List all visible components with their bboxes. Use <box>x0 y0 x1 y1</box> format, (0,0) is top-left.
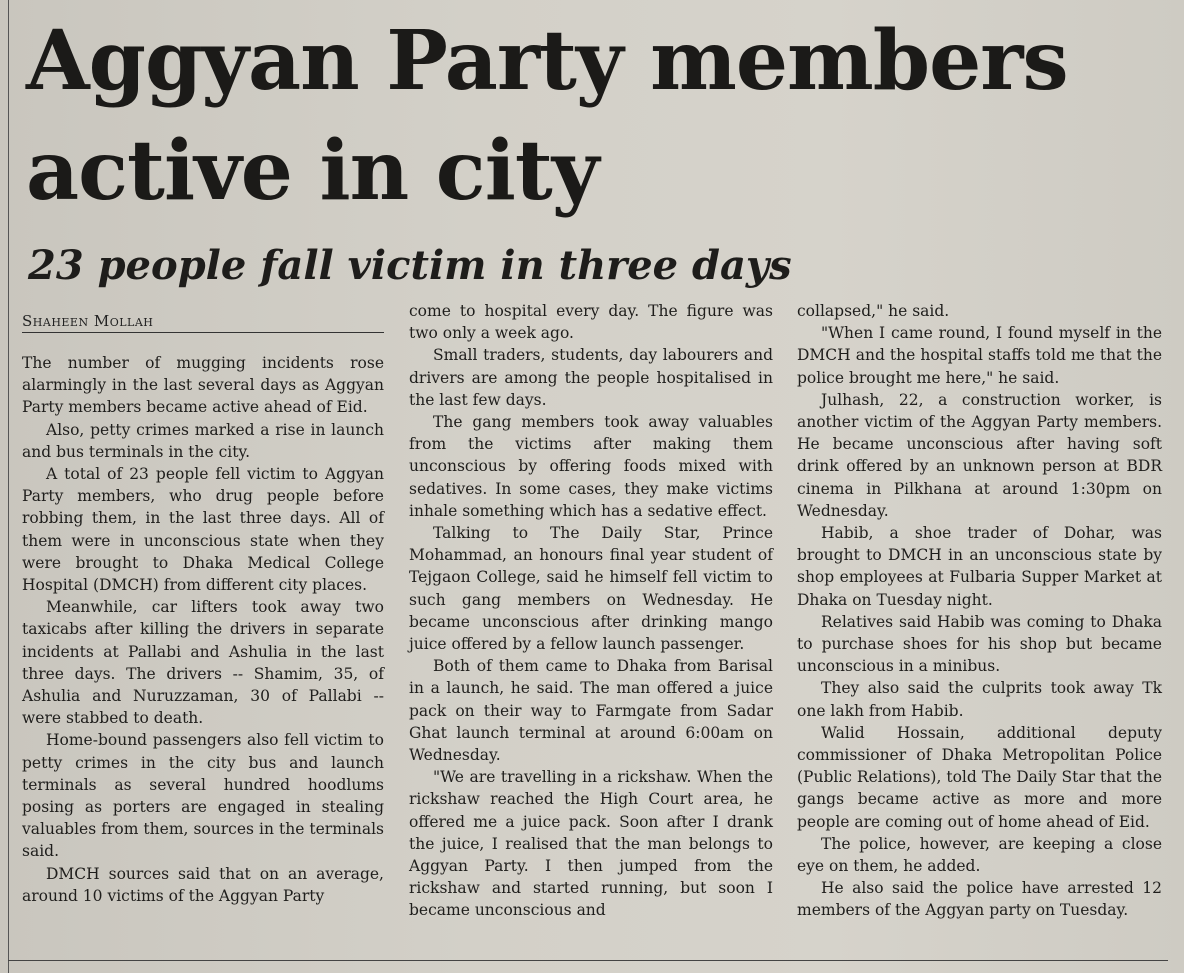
paragraph: A total of 23 people fell victim to Aggyan Party members, who drug people before robbing them, in the last three days. All of them were in unconscious state when they were brought to Dhaka Medical College Hospital (DMCH) from different city places. <box>22 465 384 595</box>
paragraph: Meanwhile, car lifters took away two taxicabs after killing the drivers in separate incidents at Pallabi and Ashulia in the last three days. The drivers -- Shamim, 35, of Ashulia and Nuruzzaman, 30 of Pallabi -- were stabbed to death. <box>22 598 384 728</box>
paragraph: Talking to The Daily Star, Prince Mohammad, an honours final year student of Tejgaon College, said he himself fell victim to such gang members on Wednesday. He became unconscious after drinking mango juice offered by a fellow launch passenger. <box>409 524 773 654</box>
paragraph: He also said the police have arrested 12 members of the Aggyan party on Tuesday. <box>797 879 1162 920</box>
paragraph: Habib, a shoe trader of Dohar, was brought to DMCH in an unconscious state by shop employees at Fulbaria Supper Market at Dhaka on Tuesday night. <box>797 524 1162 609</box>
paragraph: The gang members took away valuables from the victims after making them unconscious by offering foods mixed with sedatives. In some cases, they make victims inhale something which has a sedative effect. <box>409 413 773 520</box>
bottom-rule <box>8 960 1168 961</box>
column-rule-left <box>8 0 9 973</box>
byline: Shaheen Mollah <box>22 312 154 330</box>
paragraph: Both of them came to Dhaka from Barisal in a launch, he said. The man offered a juice pack on their way to Farmgate from Sadar Ghat launch terminal at around 6:00am on Wednesday. <box>409 657 773 765</box>
paragraph: Also, petty crimes marked a rise in launch and bus terminals in the city. <box>22 420 384 461</box>
paragraph: Walid Hossain, additional deputy commissioner of Dhaka Metropolitan Police (Public Relations), told The Daily Star that the gangs became active as more and more people are coming out of home ahead of Eid. <box>797 723 1162 831</box>
paragraph: Julhash, 22, a construction worker, is another victim of the Aggyan Party members. He became unconscious after having soft drink offered by an unknown person at BDR cinema in Pilkhana at around 1:30pm on Wednesday. <box>797 390 1162 520</box>
article-column-3 <box>797 300 1162 922</box>
article-column-1 <box>22 352 384 907</box>
headline: Aggyan Party members active in city <box>26 13 1068 219</box>
byline-rule <box>22 332 384 333</box>
subheadline: 23 people fall victim in three days <box>28 242 792 289</box>
paragraph: Relatives said Habib was coming to Dhaka to purchase shoes for his shop but became unconscious in a minibus. <box>797 612 1162 676</box>
paragraph: The number of mugging incidents rose alarmingly in the last several days as Aggyan Party members became active ahead of Eid. <box>22 354 384 417</box>
paragraph: DMCH sources said that on an average, around 10 victims of the Aggyan Party <box>22 864 384 905</box>
article-column-2 <box>409 300 773 922</box>
paragraph: "We are travelling in a rickshaw. When the rickshaw reached the High Court area, he offered me a juice pack. Soon after I drank the juice, I realised that the man belongs to Aggyan Party. I then jumped from the rickshaw and started running, but soon I became unconscious and <box>409 768 773 920</box>
paragraph: come to hospital every day. The figure was two only a week ago. <box>409 302 773 343</box>
paragraph: Small traders, students, day labourers and drivers are among the people hospitalised in the last few days. <box>409 346 773 409</box>
paragraph: Home-bound passengers also fell victim to petty crimes in the city bus and launch terminals as several hundred hoodlums posing as porters are engaged in stealing valuables from them, sources in the terminals said. <box>22 731 384 861</box>
paragraph: They also said the culprits took away Tk one lakh from Habib. <box>797 679 1162 720</box>
paragraph: The police, however, are keeping a close eye on them, he added. <box>797 834 1162 876</box>
paragraph: "When I came round, I found myself in the DMCH and the hospital staffs told me that the police brought me here," he said. <box>797 324 1162 387</box>
paragraph: collapsed," he said. <box>797 302 950 320</box>
